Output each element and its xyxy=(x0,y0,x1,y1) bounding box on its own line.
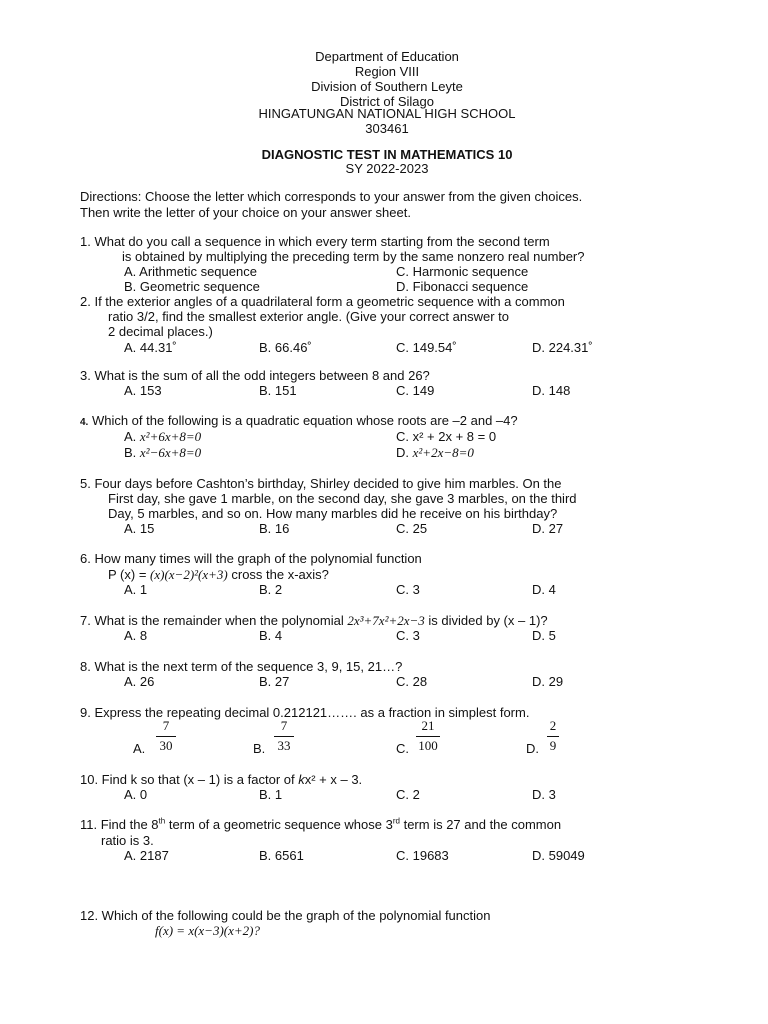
header-department: Department of Education xyxy=(315,49,459,64)
q1-line-1: 1. What do you call a sequence in which every term starting from the second term xyxy=(80,234,550,249)
q5-choice-c: C. 25 xyxy=(396,521,428,536)
q4-choice-d-label: D. xyxy=(396,445,413,460)
q11-sup-th: th xyxy=(158,816,166,826)
q3-choice-c: C. 149 xyxy=(396,383,435,398)
q4-choice-a xyxy=(124,429,201,444)
q6-line-1: 6. How many times will the graph of the polynomial function xyxy=(80,551,422,566)
q7-choice-b: B. 4 xyxy=(259,628,283,643)
test-title: DIAGNOSTIC TEST IN MATHEMATICS 10 xyxy=(261,147,513,162)
q6-choice-d: D. 4 xyxy=(532,582,556,597)
q9-choice-d-numerator: 2 xyxy=(549,718,557,733)
q8-line-1: 8. What is the next term of the sequence 3, 9, 15, 21…? xyxy=(80,659,403,674)
q9-choice-a-numerator: 7 xyxy=(162,718,170,733)
q9-choice-d-label: D. xyxy=(526,741,539,756)
q3-line-1: 3. What is the sum of all the odd integers between 8 and 26? xyxy=(80,368,430,383)
school-year: SY 2022-2023 xyxy=(345,161,429,176)
q6-function-suffix: cross the x-axis? xyxy=(227,567,329,582)
directions-line-1: Directions: Choose the letter which corresponds to your answer from the given choices. xyxy=(80,189,583,204)
q9-choice-b-denominator: 33 xyxy=(277,738,291,753)
q10-choice-c: C. 2 xyxy=(396,787,420,802)
fraction-bar xyxy=(156,736,176,737)
q3-choice-a: A. 153 xyxy=(124,383,162,398)
q11-text-pre: 11. Find the 8 xyxy=(80,817,159,832)
q2-choice-d: D. 224.31˚ xyxy=(532,340,593,355)
q7-line-1 xyxy=(80,613,548,628)
q7-choice-c: C. 3 xyxy=(396,628,420,643)
q11-choice-a: A. 2187 xyxy=(124,848,169,863)
q11-choice-d: D. 59049 xyxy=(532,848,585,863)
q4-choice-b xyxy=(124,445,201,460)
q4-choice-b-label: B. xyxy=(124,445,140,460)
q4-line-1 xyxy=(80,413,518,430)
q7-polynomial: 2x³+7x²+2x−3 xyxy=(347,613,425,628)
q9-choice-c-label: C. xyxy=(396,741,409,756)
q6-choice-b: B. 2 xyxy=(259,582,283,597)
fraction-bar xyxy=(274,736,294,737)
q9-choice-c-denominator: 100 xyxy=(418,738,438,753)
q10-line-1 xyxy=(80,772,362,787)
header-school: HINGATUNGAN NATIONAL HIGH SCHOOL xyxy=(258,106,516,121)
q11-choice-c: C. 19683 xyxy=(396,848,449,863)
q5-choice-b: B. 16 xyxy=(259,521,290,536)
q12-function: f(x) = x(x−3)(x+2)? xyxy=(155,923,260,938)
q9-choice-d-denominator: 9 xyxy=(549,738,557,753)
q9-choice-b-label: B. xyxy=(253,741,266,756)
q8-choice-d: D. 29 xyxy=(532,674,564,689)
q1-line-2: is obtained by multiplying the preceding term by the same nonzero real number? xyxy=(122,249,585,264)
q10-choice-d: D. 3 xyxy=(532,787,556,802)
q1-choice-c: C. Harmonic sequence xyxy=(396,264,529,279)
q7-text-pre: 7. What is the remainder when the polynomial xyxy=(80,613,348,628)
q4-choice-a-label: A. xyxy=(124,429,140,444)
q4-text: Which of the following is a quadratic equation whose roots are –2 and –4? xyxy=(88,413,518,428)
directions-line-2: Then write the letter of your choice on your answer sheet. xyxy=(80,205,411,220)
q10-text-post: x² + x – 3. xyxy=(304,772,363,787)
q1-choice-b: B. Geometric sequence xyxy=(124,279,260,294)
q1-choice-d: D. Fibonacci sequence xyxy=(396,279,529,294)
q9-choice-a-fraction xyxy=(156,719,176,753)
header-division: Division of Southern Leyte xyxy=(311,79,463,94)
q2-line-3: 2 decimal places.) xyxy=(108,324,213,339)
header-school-id: 303461 xyxy=(365,121,409,136)
q4-number: 4. xyxy=(80,417,89,428)
q3-choice-d: D. 148 xyxy=(532,383,571,398)
fraction-bar xyxy=(416,736,440,737)
q11-text-post: term is 27 and the common xyxy=(399,817,562,832)
q10-text-pre: 10. Find k so that (x – 1) is a factor of xyxy=(80,772,299,787)
q10-variable-k: k xyxy=(298,772,305,787)
q4-choice-c: C. x² + 2x + 8 = 0 xyxy=(396,429,497,444)
q4-choice-d-eq: x²+2x−8=0 xyxy=(412,445,474,460)
q5-line-3: Day, 5 marbles, and so on. How many marbles did he receive on his birthday? xyxy=(108,506,558,521)
header-region: Region VIII xyxy=(354,64,420,79)
q9-choice-c-numerator: 21 xyxy=(421,718,435,733)
q4-choice-b-eq: x²−6x+8=0 xyxy=(139,445,202,460)
q12-line-1: 12. Which of the following could be the graph of the polynomial function xyxy=(80,908,491,923)
q8-choice-c: C. 28 xyxy=(396,674,428,689)
q6-function-label: P (x) = xyxy=(108,567,151,582)
q5-choice-a: A. 15 xyxy=(124,521,155,536)
q3-choice-b: B. 151 xyxy=(259,383,297,398)
q6-function-eq: (x)(x−2)²(x+3) xyxy=(150,567,228,582)
q2-choice-a: A. 44.31˚ xyxy=(124,340,177,355)
fraction-bar xyxy=(547,736,559,737)
q4-choice-a-eq: x²+6x+8=0 xyxy=(139,429,202,444)
q9-choice-a-label: A. xyxy=(133,741,146,756)
q7-choice-d: D. 5 xyxy=(532,628,556,643)
q10-choice-b: B. 1 xyxy=(259,787,283,802)
q11-text-mid: term of a geometric sequence whose 3 xyxy=(165,817,393,832)
q8-choice-b: B. 27 xyxy=(259,674,290,689)
q1-choice-a: A. Arithmetic sequence xyxy=(124,264,257,279)
q6-choice-a: A. 1 xyxy=(124,582,148,597)
q5-choice-d: D. 27 xyxy=(532,521,564,536)
q9-choice-a-denominator: 30 xyxy=(159,738,173,753)
q8-choice-a: A. 26 xyxy=(124,674,155,689)
q9-line-1: 9. Express the repeating decimal 0.212121……. as a fraction in simplest form. xyxy=(80,705,530,720)
q11-sup-rd: rd xyxy=(392,816,400,826)
q6-line-2 xyxy=(108,567,329,582)
q9-choice-b-numerator: 7 xyxy=(280,718,288,733)
q4-choice-d xyxy=(396,445,474,460)
q7-choice-a: A. 8 xyxy=(124,628,148,643)
q9-choice-b-fraction xyxy=(274,719,294,753)
q10-choice-a: A. 0 xyxy=(124,787,148,802)
q5-line-1: 5. Four days before Cashton’s birthday, Shirley decided to give him marbles. On the xyxy=(80,476,562,491)
q9-choice-d-fraction xyxy=(547,719,559,753)
q2-choice-c: C. 149.54˚ xyxy=(396,340,457,355)
q2-choice-b: B. 66.46˚ xyxy=(259,340,312,355)
q11-line-2: ratio is 3. xyxy=(101,833,154,848)
q6-choice-c: C. 3 xyxy=(396,582,420,597)
q2-line-2: ratio 3/2, find the smallest exterior angle. (Give your correct answer to xyxy=(108,309,510,324)
q7-text-post: is divided by (x – 1)? xyxy=(424,613,548,628)
q9-choice-c-fraction xyxy=(416,719,440,753)
header-district: District of Silago xyxy=(340,94,434,109)
q11-line-1 xyxy=(80,817,561,832)
q11-choice-b: B. 6561 xyxy=(259,848,304,863)
q2-line-1: 2. If the exterior angles of a quadrilateral form a geometric sequence with a common xyxy=(80,294,565,309)
q5-line-2: First day, she gave 1 marble, on the second day, she gave 3 marbles, on the third xyxy=(108,491,577,506)
